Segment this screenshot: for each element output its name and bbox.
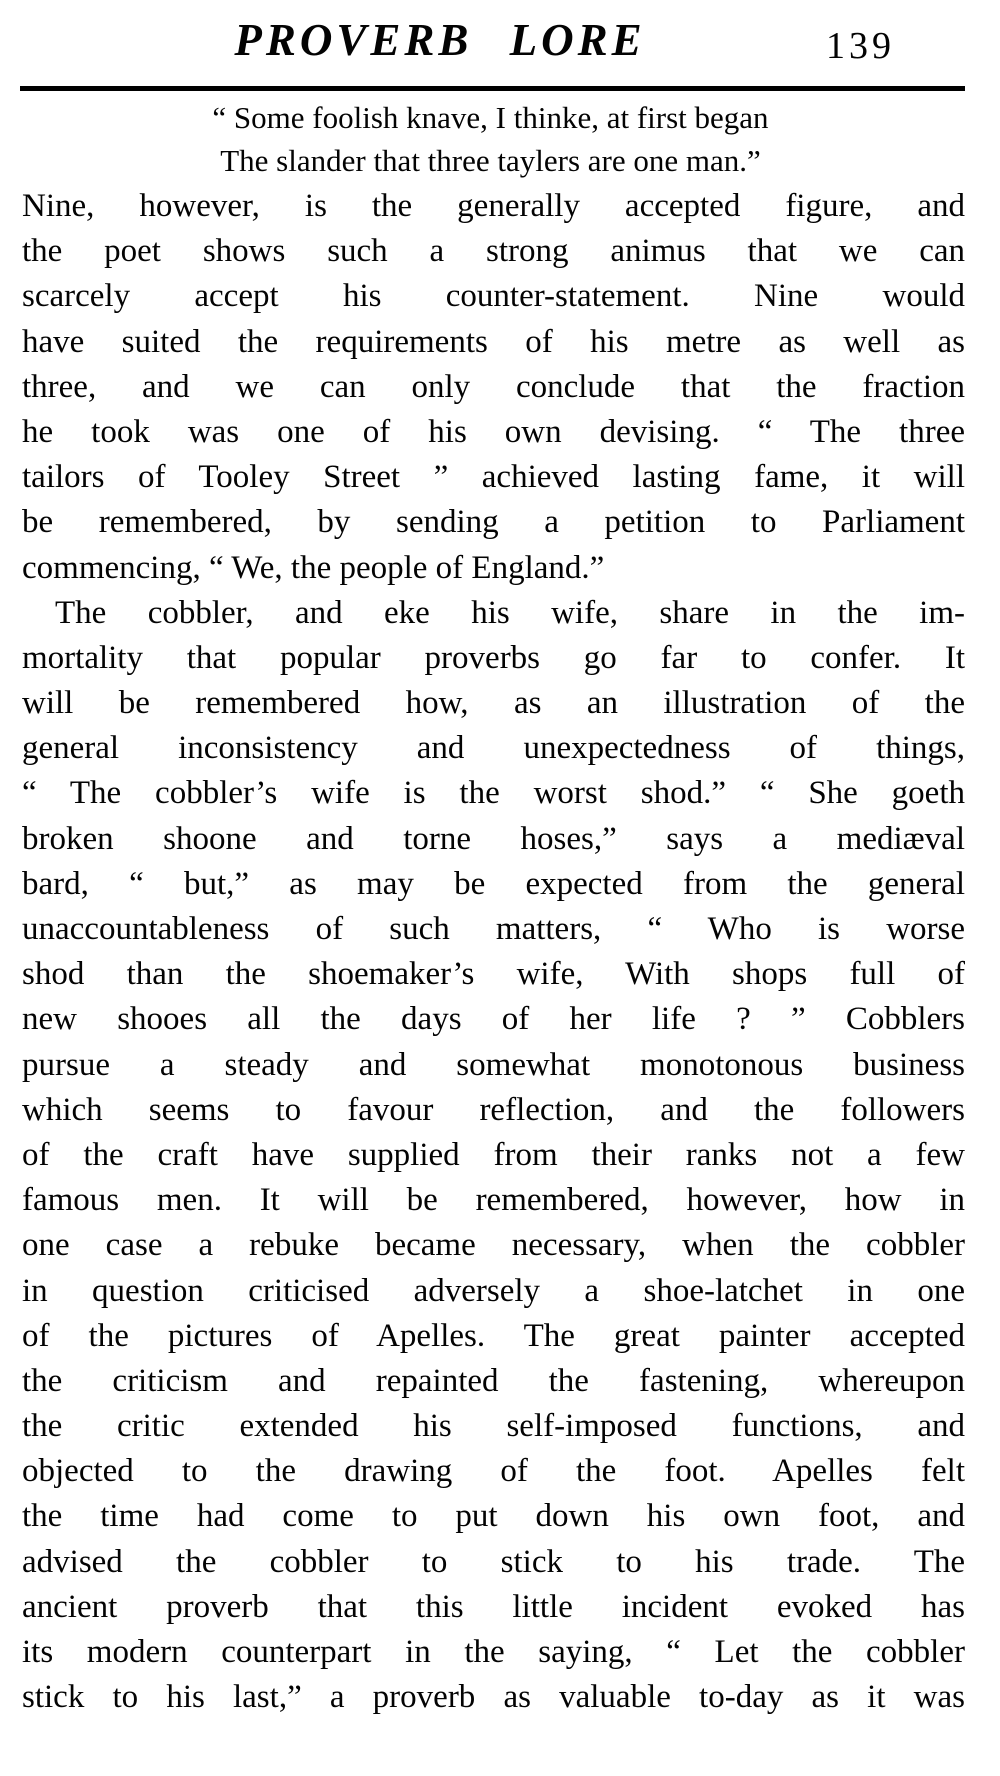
epigraph-line: “ Some foolish knave, I thinke, at first began bbox=[212, 100, 769, 135]
text-line: the critic extended his self-imposed functions, and bbox=[22, 1408, 965, 1445]
body-text bbox=[22, 184, 965, 1720]
text-line: the time had come to put down his own foot, and bbox=[22, 1498, 965, 1535]
text-line: of the craft have supplied from their ranks not a few bbox=[22, 1136, 965, 1173]
text-line: tailors of Tooley Street ” achieved lasting fame, it will bbox=[22, 459, 965, 496]
text-line: bard, “ but,” as may be expected from the general bbox=[22, 865, 965, 902]
text-line: one case a rebuke became necessary, when the cobbler bbox=[22, 1227, 965, 1264]
text-line: unaccountableness of such matters, “ Who is worse bbox=[22, 911, 965, 947]
text-line: have suited the requirements of his metre as well as bbox=[22, 323, 965, 360]
text-line: famous men. It will be remembered, however, how in bbox=[22, 1182, 965, 1219]
text-line: he took was one of his own devising. “ The three bbox=[22, 413, 965, 450]
text-line: new shooes all the days of her life ? ” Cobblers bbox=[22, 1001, 965, 1038]
text-line: Nine, however, is the generally accepted figure, and bbox=[22, 188, 965, 224]
text-line: mortality that popular proverbs go far to confer. It bbox=[22, 639, 965, 676]
text-line: which seems to favour reflection, and the followers bbox=[22, 1091, 965, 1128]
text-line: the criticism and repainted the fastening, whereupon bbox=[22, 1362, 965, 1399]
text-line: scarcely accept his counter-statement. Nine would bbox=[22, 278, 965, 315]
page-number: 139 bbox=[826, 25, 895, 67]
text-line: The cobbler, and eke his wife, share in the im- bbox=[55, 594, 965, 631]
text-line: in question criticised adversely a shoe-latchet in one bbox=[22, 1272, 965, 1309]
text-line: be remembered, by sending a petition to Parliament bbox=[22, 504, 965, 541]
epigraph-line: The slander that three taylers are one man.” bbox=[220, 143, 761, 178]
text-line: general inconsistency and unexpectedness of things, bbox=[22, 730, 965, 767]
text-line: stick to his last,” a proverb as valuable to-day as it was bbox=[22, 1679, 965, 1716]
text-line: “ The cobbler’s wife is the worst shod.” “ She goeth bbox=[22, 775, 965, 812]
text-line: three, and we can only conclude that the fraction bbox=[22, 368, 965, 405]
text-line: of the pictures of Apelles. The great painter accepted bbox=[22, 1317, 965, 1354]
text-line: ancient proverb that this little incident evoked has bbox=[22, 1588, 965, 1625]
epigraph bbox=[28, 96, 953, 182]
text-line: pursue a steady and somewhat monotonous business bbox=[22, 1046, 965, 1083]
text-line: broken shoone and torne hoses,” says a mediæval bbox=[22, 820, 965, 857]
page-title: PROVERB LORE bbox=[234, 15, 646, 65]
text-line: commencing, “ We, the people of England.” bbox=[22, 549, 605, 586]
text-line: objected to the drawing of the foot. Apelles felt bbox=[22, 1453, 965, 1490]
text-line: its modern counterpart in the saying, “ Let the cobbler bbox=[22, 1634, 965, 1670]
text-line: will be remembered how, as an illustration of the bbox=[22, 685, 965, 722]
text-line: the poet shows such a strong animus that we can bbox=[22, 233, 965, 270]
text-line: advised the cobbler to stick to his trade. The bbox=[22, 1543, 965, 1580]
text-line: shod than the shoemaker’s wife, With shops full of bbox=[22, 956, 965, 993]
header-rule bbox=[20, 86, 965, 91]
